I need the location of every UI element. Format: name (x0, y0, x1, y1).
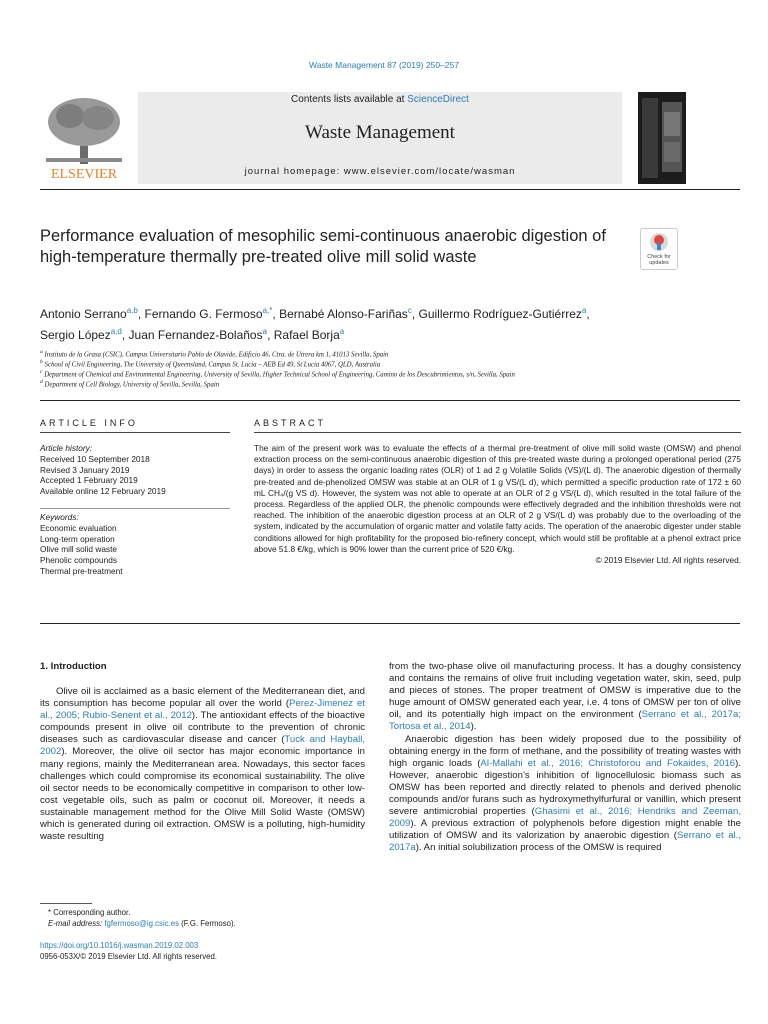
doi-block (40, 940, 380, 962)
keyword: Economic evaluation (40, 522, 117, 533)
article-history (40, 443, 230, 497)
keywords (40, 512, 230, 577)
email-suffix: (F.G. Fermoso). (181, 919, 236, 928)
author[interactable]: Rafael Borja$^a$ (273, 327, 345, 342)
text-run: ). An initial solubilization process of the OMSW is required (415, 842, 662, 854)
history-item: Revised 3 January 2019 (40, 464, 130, 475)
cover-image-icon (638, 92, 686, 184)
author[interactable]: Fernando G. Fermoso$^{a,*}$, (144, 306, 280, 321)
affiliation: $^c$ Department of Chemical and Environmental Engineering, University of Sevilla, Higher Technical School of Engineering, Camino de los Descubrimientos, s/n, Sevilla, Spain (40, 369, 515, 379)
history-item: Accepted 1 February 2019 (40, 475, 138, 486)
footnote-rule (40, 903, 92, 904)
journal-reference[interactable]: Waste Management 87 (2019) 250–257 (309, 60, 459, 70)
text-run: ). (470, 721, 477, 733)
body-column-right (389, 661, 741, 855)
keyword: Phenolic compounds (40, 555, 118, 566)
affiliation: $^d$ Department of Cell Biology, University of Sevilla, Sevilla, Spain (40, 379, 220, 389)
affiliation: $^b$ School of Civil Engineering, The University of Queensland, Campus St. Lucia – AEB Ed 49, St Lucia 4067, QLD, Australia (40, 359, 381, 369)
publisher-name: ELSEVIER (50, 167, 118, 182)
text-run: ). A previous extraction of polyphenols before digestion might enable the utilization of OMSW and its valorization by anaerobic digestion ( (389, 818, 741, 842)
author[interactable]: Bernabé Alonso-Fariñas$^c$, (279, 306, 419, 321)
journal-homepage (138, 166, 622, 177)
elsevier-tree-icon (40, 92, 128, 184)
citation-link[interactable]: Perez-Jimenez et al., 2005; Rubio-Senent et al., 2012 (40, 698, 365, 722)
header-rule (40, 189, 740, 190)
contents-line (138, 94, 622, 105)
abstract (254, 443, 741, 566)
text-run: Anaerobic digestion has been widely proposed due to the possibility of obtaining energy in the form of methane, and the possibility of treating wastes with high organic loads ( (389, 733, 741, 769)
paragraph (389, 661, 741, 734)
history-item: Available online 12 February 2019 (40, 486, 166, 497)
text-run: ). However, anaerobic digestion’s inhibition of lignocellulosic biomass such as OMSW has been reported and directly related to phenols and derived phenolic compounds and/or furans such as hydroxymethylfurfural or vanillin, which present severe antimicrobial properties ( (389, 757, 742, 818)
homepage-prefix: journal homepage: (244, 166, 341, 177)
corresponding-note: * Corresponding author. (48, 908, 131, 917)
text-run: ). Moreover, the olive oil sector has major economic importance in many regions, mainly the Mediterranean area. Nowadays, this sector faces challenges which could compromise its economical sustainability. The olive oil sector needs to be economically competitive in comparison to other low-cost vegetable oils, such as palm or coconut oil. Moreover, it needs a sustainable management method for the Olive Mill Solid Waste (OMSW) which is generated during oil extraction. OMSW is a polluting, high-humidity waste resulting (40, 746, 365, 843)
email-label: E-mail address: (48, 919, 103, 928)
homepage-url[interactable]: www.elsevier.com/locate/wasman (343, 166, 516, 177)
citation-link[interactable]: Tuck and Hayball, 2002 (40, 734, 365, 758)
elsevier-logo (40, 92, 128, 184)
crossmark-label: Check for updates (647, 254, 671, 266)
journal-cover-thumbnail[interactable] (638, 92, 686, 184)
abstract-rule (254, 432, 741, 433)
issn-line: 0956-053X/© 2019 Elsevier Ltd. All rights reserved. (40, 952, 217, 961)
footnote (48, 907, 368, 929)
author-list (40, 302, 740, 344)
crossmark-badge[interactable] (640, 228, 678, 270)
author[interactable]: Guillermo Rodríguez-Gutiérrez$^a$, (418, 306, 590, 321)
doi-link[interactable]: https://doi.org/10.1016/j.wasman.2019.02.003 (40, 941, 199, 950)
text-run: ). The antioxidant effects of the bioactive compounds present in olive oil contribute to the prevention of chronic diseases such as cardiovascular disease and cancer ( (40, 710, 365, 746)
citation-link[interactable]: Serrano et al., 2017a (389, 830, 742, 854)
affiliation-rule (40, 400, 740, 401)
keyword: Thermal pre-treatment (40, 565, 123, 576)
author[interactable]: Sergio López$^{a,d}$, (40, 327, 129, 342)
article-info-rule (40, 432, 230, 433)
citation-link[interactable]: Al-Mallahi et al., 2016; Christoforou and Fokaides, 2016 (480, 757, 736, 769)
article-title: Performance evaluation of mesophilic semi-continuous anaerobic digestion of high-temperature thermally pre-treated olive mill solid waste (40, 227, 606, 266)
abstract-text: The aim of the present work was to evaluate the effects of a thermal pre-treatment of olive mill solid waste (OMSW) and phenol extraction process on the semi-continuous anaerobic digestion of this pre-treated waste during a prolonged operational period (275 days) in order to assess the organic loading rates (OLR) of 1 ad 2 g Volatile Solids (VS)/(L d). The anaerobic digestion of thermally pre-treated and de-phenolized OMSW was stable at an OLR of 1 g VS/(L d), which permitted a specific production rate of 172 ± 60 mL CH₄/(g VS d). However, the system was not able to operate at an OLR of 2 g VS/(L d), which resulted in the total failure of the process. Regardless of the applied OLR, the phenolic compounds were effectively degraded and the inhibition thresholds were not reached. The inhibition of the anaerobic digestion process at an OLR of 2 g VS/(L d) was probably due to the overloading of the system, indicated by the accumulation of organic matter and volatile fatty acids. The operation of the anaerobic digester under stable conditions allowed for high profitability for the proposed bio-refinery concept, which would still be profitable at a phenol extract price above 51.8 €/kg, which is 90% lower than the current price of 520 €/kg. (254, 443, 741, 554)
text-run: from the two-phase olive oil manufacturing process. It has a doughy consistency and contains the remains of olive fruit including vegetation water, skin, seed, pulp and pieces of stones. The proper treatment of OMSW is imperative due to the huge amount of OMSW generated each year, i.e. 4 tons of OMSW per ton of olive oil, and its potentially high impact on the environment ( (389, 661, 741, 721)
abstract-heading: ABSTRACT (254, 418, 327, 428)
author[interactable]: Antonio Serrano$^{a,b}$, (40, 306, 145, 321)
author[interactable]: Juan Fernandez-Bolaños$^a$, (128, 327, 274, 342)
keywords-rule (40, 508, 230, 509)
article-info-heading: ARTICLE INFO (40, 418, 138, 428)
abstract-bottom-rule (40, 623, 740, 624)
contents-prefix: Contents lists available at (291, 94, 405, 105)
section-heading: 1. Introduction (40, 661, 107, 672)
history-label: Article history: (40, 443, 93, 453)
body-column-left (40, 686, 365, 843)
sciencedirect-link[interactable]: ScienceDirect (407, 94, 469, 105)
keyword: Olive mill solid waste (40, 544, 117, 555)
email-link[interactable]: fgfermoso@ig.csic.es (104, 919, 179, 928)
text-run: Olive oil is acclaimed as a basic element of the Mediterranean diet, and its consumption has become popular all over the world ( (40, 686, 365, 710)
keyword: Long-term operation (40, 533, 115, 544)
crossmark-icon (649, 232, 669, 252)
citation-link[interactable]: Serrano et al., 2017a; Tortosa et al., 2014 (389, 709, 741, 733)
affiliation: $^a$ Instituto de la Grasa (CSIC), Campus Universitario Pablo de Olavide, Edificio 46, Ctra. de Utrera km 1, 41013 Sevilla, Spain (40, 349, 389, 359)
citation-link[interactable]: Ghasimi et al., 2016; Hendriks and Zeeman, 2009 (389, 806, 741, 830)
journal-title: Waste Management (305, 122, 455, 143)
paragraph (389, 734, 741, 855)
abstract-copyright: © 2019 Elsevier Ltd. All rights reserved. (595, 555, 741, 566)
keywords-label: Keywords: (40, 512, 79, 522)
paragraph (40, 686, 365, 843)
history-item: Received 10 September 2018 (40, 453, 150, 464)
